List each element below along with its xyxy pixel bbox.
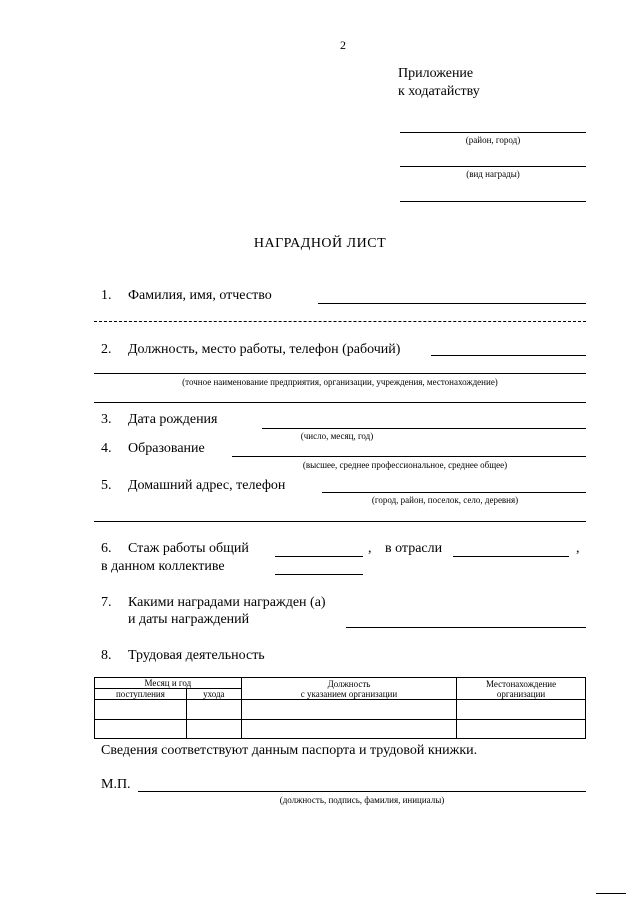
item-1-continuation-line[interactable] — [94, 321, 586, 322]
item-6-comma-1: , — [368, 541, 372, 556]
item-3-field[interactable] — [262, 428, 586, 429]
table-cell[interactable] — [95, 720, 187, 739]
item-2-line-3[interactable] — [94, 402, 586, 403]
page-title: НАГРАДНОЙ ЛИСТ — [253, 236, 387, 251]
item-4-label: Образование — [128, 441, 205, 456]
item-4-number: 4. — [101, 441, 112, 456]
confirmation-text: Сведения соответствуют данным паспорта и трудовой книжки. — [101, 743, 478, 758]
signature-line[interactable] — [138, 791, 586, 792]
table-cell[interactable] — [241, 720, 456, 739]
item-2-field[interactable] — [431, 355, 586, 356]
item-7-label-1: Какими наградами награжден (а) — [128, 595, 326, 610]
signature-caption: (должность, подпись, фамилия, инициалы) — [279, 795, 445, 805]
total-experience-field[interactable] — [275, 556, 363, 557]
item-4-field[interactable] — [232, 456, 586, 457]
table-cell[interactable] — [186, 700, 241, 720]
item-2-label: Должность, место работы, телефон (рабочий) — [128, 342, 401, 357]
item-8-label: Трудовая деятельность — [128, 648, 265, 663]
item-5-line-2[interactable] — [94, 521, 586, 522]
table-row — [95, 700, 586, 720]
table-cell[interactable] — [457, 720, 586, 739]
team-experience-field[interactable] — [275, 574, 363, 575]
item-6-industry-label: в отрасли — [385, 541, 443, 556]
table-row — [95, 720, 586, 739]
award-type-caption: (вид награды) — [466, 169, 520, 179]
table-cell[interactable] — [186, 720, 241, 739]
table-cell[interactable] — [95, 700, 187, 720]
district-caption: (район, город) — [465, 135, 521, 145]
item-2-number: 2. — [101, 342, 112, 357]
page-number: 2 — [340, 38, 346, 52]
item-6-comma-2: , — [576, 541, 580, 556]
attachment-line-2: к ходатайству — [398, 84, 480, 99]
work-history-table — [94, 677, 586, 739]
item-1-label: Фамилия, имя, отчество — [128, 288, 272, 303]
location-header-line-1: Местонахождение — [486, 678, 557, 689]
table-cell[interactable] — [457, 700, 586, 720]
item-1-field[interactable] — [318, 303, 586, 304]
item-5-label: Домашний адрес, телефон — [128, 478, 286, 493]
table-cell[interactable] — [241, 700, 456, 720]
position-header — [241, 678, 456, 700]
item-3-label: Дата рождения — [128, 412, 218, 427]
item-3-caption: (число, месяц, год) — [300, 431, 374, 441]
location-header — [457, 678, 586, 700]
award-type-line — [400, 166, 586, 167]
item-6-number: 6. — [101, 541, 112, 556]
item-7-number: 7. — [101, 595, 112, 610]
end-header: ухода — [186, 689, 241, 700]
item-5-caption: (город, район, поселок, село, деревня) — [371, 495, 519, 505]
item-4-caption: (высшее, среднее профессиональное, среднее общее) — [302, 460, 508, 470]
position-header-line-1: Должность — [327, 678, 371, 689]
item-6-label: Стаж работы общий — [128, 541, 249, 556]
item-2-line-2[interactable] — [94, 373, 586, 374]
start-header: поступления — [95, 689, 187, 700]
item-6-team-label: в данном коллективе — [101, 559, 225, 574]
item-3-number: 3. — [101, 412, 112, 427]
month-year-header: Месяц и год — [95, 678, 242, 689]
attachment-line-1: Приложение — [398, 66, 474, 81]
item-1-number: 1. — [101, 288, 112, 303]
position-header-line-2: с указанием организации — [300, 688, 398, 699]
item-8-number: 8. — [101, 648, 112, 663]
item-7-field[interactable] — [346, 627, 586, 628]
location-header-line-2: организации — [496, 688, 546, 699]
extra-header-line — [400, 201, 586, 202]
item-7-label-2: и даты награждений — [128, 612, 250, 627]
item-5-field[interactable] — [322, 492, 586, 493]
stamp-label: М.П. — [101, 777, 131, 792]
district-line — [400, 132, 586, 133]
industry-experience-field[interactable] — [453, 556, 569, 557]
item-2-caption: (точное наименование предприятия, организации, учреждения, местонахождение) — [182, 377, 498, 387]
footer-rule — [596, 893, 626, 894]
item-5-number: 5. — [101, 478, 112, 493]
